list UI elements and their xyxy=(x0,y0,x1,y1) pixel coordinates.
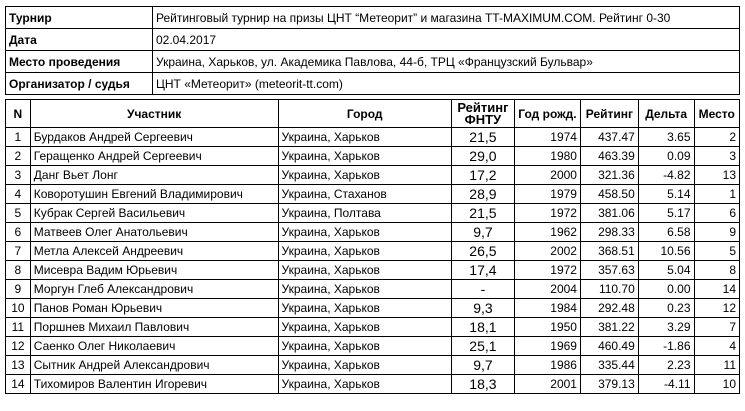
cell-player: Геращенко Андрей Сергеевич xyxy=(30,147,278,166)
cell-place: 4 xyxy=(694,337,740,356)
cell-delta: 3.29 xyxy=(638,318,694,337)
cell-birth-year: 1984 xyxy=(514,299,580,318)
cell-player: Поршнев Михаил Павлович xyxy=(30,318,278,337)
cell-rating-fntu: 26,5 xyxy=(451,242,514,261)
cell-place: 13 xyxy=(694,166,740,185)
table-row xyxy=(6,147,740,166)
col-header-birth-year: Год рожд. xyxy=(514,100,580,128)
cell-n: 1 xyxy=(6,128,31,147)
info-label: Организатор / судья xyxy=(6,73,153,95)
cell-city: Украина, Харьков xyxy=(278,261,451,280)
cell-place: 2 xyxy=(694,128,740,147)
cell-birth-year: 2002 xyxy=(514,242,580,261)
cell-birth-year: 1972 xyxy=(514,261,580,280)
cell-city: Украина, Харьков xyxy=(278,375,451,394)
col-header-rating-fntu-line1: Рейтинг xyxy=(457,99,509,115)
table-row xyxy=(6,128,740,147)
table-row xyxy=(6,318,740,337)
cell-n: 9 xyxy=(6,280,31,299)
cell-n: 4 xyxy=(6,185,31,204)
cell-city: Украина, Харьков xyxy=(278,356,451,375)
cell-city: Украина, Харьков xyxy=(278,318,451,337)
cell-player: Кубрак Сергей Васильевич xyxy=(30,204,278,223)
cell-n: 10 xyxy=(6,299,31,318)
cell-place: 5 xyxy=(694,242,740,261)
cell-rating-fntu: 9,7 xyxy=(451,356,514,375)
info-value: ЦНТ «Метеорит» (meteorit-tt.com) xyxy=(153,73,740,95)
cell-birth-year: 1974 xyxy=(514,128,580,147)
cell-rating: 335.44 xyxy=(580,356,638,375)
info-value: Рейтинговый турнир на призы ЦНТ “Метеорит” и магазина TT-MAXIMUM.COM. Рейтинг 0-30 xyxy=(153,7,740,29)
cell-city: Украина, Харьков xyxy=(278,166,451,185)
info-value: 02.04.2017 xyxy=(153,29,740,51)
cell-rating-fntu: 21,5 xyxy=(451,204,514,223)
cell-rating-fntu: 18,3 xyxy=(451,375,514,394)
cell-city: Украина, Харьков xyxy=(278,242,451,261)
cell-rating: 460.49 xyxy=(580,337,638,356)
info-row xyxy=(6,51,740,73)
cell-delta: 0.00 xyxy=(638,280,694,299)
table-row xyxy=(6,166,740,185)
cell-rating-fntu: 25,1 xyxy=(451,337,514,356)
cell-birth-year: 1950 xyxy=(514,318,580,337)
cell-delta: -1.86 xyxy=(638,337,694,356)
cell-place: 12 xyxy=(694,299,740,318)
table-row xyxy=(6,185,740,204)
cell-delta: 2.23 xyxy=(638,356,694,375)
cell-rating-fntu: - xyxy=(451,280,514,299)
col-header-place: Место xyxy=(694,100,740,128)
cell-n: 8 xyxy=(6,261,31,280)
cell-city: Украина, Харьков xyxy=(278,299,451,318)
cell-rating-fntu: 29,0 xyxy=(451,147,514,166)
info-row xyxy=(6,29,740,51)
col-header-rating: Рейтинг xyxy=(580,100,638,128)
cell-player: Моргун Глеб Александрович xyxy=(30,280,278,299)
col-header-player: Участник xyxy=(30,100,278,128)
cell-n: 11 xyxy=(6,318,31,337)
cell-place: 3 xyxy=(694,147,740,166)
cell-place: 7 xyxy=(694,318,740,337)
table-row xyxy=(6,280,740,299)
col-header-n: N xyxy=(6,100,31,128)
cell-delta: -4.82 xyxy=(638,166,694,185)
table-row xyxy=(6,299,740,318)
cell-n: 7 xyxy=(6,242,31,261)
cell-rating: 368.51 xyxy=(580,242,638,261)
col-header-city: Город xyxy=(278,100,451,128)
cell-n: 13 xyxy=(6,356,31,375)
info-label: Турнир xyxy=(6,7,153,29)
cell-delta: 5.17 xyxy=(638,204,694,223)
cell-birth-year: 1969 xyxy=(514,337,580,356)
cell-delta: 3.65 xyxy=(638,128,694,147)
cell-player: Панов Роман Юрьевич xyxy=(30,299,278,318)
table-row xyxy=(6,223,740,242)
results-body xyxy=(6,128,740,394)
cell-rating: 357.63 xyxy=(580,261,638,280)
table-row xyxy=(6,242,740,261)
table-row xyxy=(6,356,740,375)
cell-place: 1 xyxy=(694,185,740,204)
cell-player: Данг Вьет Лонг xyxy=(30,166,278,185)
cell-n: 14 xyxy=(6,375,31,394)
results-table xyxy=(5,99,740,394)
col-header-delta: Дельта xyxy=(638,100,694,128)
cell-city: Украина, Харьков xyxy=(278,280,451,299)
cell-place: 9 xyxy=(694,223,740,242)
cell-place: 11 xyxy=(694,356,740,375)
cell-city: Украина, Харьков xyxy=(278,147,451,166)
info-row xyxy=(6,7,740,29)
cell-delta: 5.14 xyxy=(638,185,694,204)
header-row xyxy=(6,100,740,128)
cell-rating: 292.48 xyxy=(580,299,638,318)
cell-rating-fntu: 9,3 xyxy=(451,299,514,318)
cell-delta: -4.11 xyxy=(638,375,694,394)
cell-player: Мисевра Вадим Юрьевич xyxy=(30,261,278,280)
table-row xyxy=(6,375,740,394)
cell-place: 14 xyxy=(694,280,740,299)
tournament-info-table xyxy=(5,6,740,95)
cell-delta: 6.58 xyxy=(638,223,694,242)
cell-delta: 5.04 xyxy=(638,261,694,280)
cell-birth-year: 2004 xyxy=(514,280,580,299)
cell-rating: 381.22 xyxy=(580,318,638,337)
cell-player: Матвеев Олег Анатольевич xyxy=(30,223,278,242)
table-row xyxy=(6,337,740,356)
cell-city: Украина, Стаханов xyxy=(278,185,451,204)
cell-rating: 463.39 xyxy=(580,147,638,166)
col-header-rating-fntu-line2: ФНТУ xyxy=(464,111,502,127)
table-row xyxy=(6,261,740,280)
cell-birth-year: 1980 xyxy=(514,147,580,166)
cell-n: 12 xyxy=(6,337,31,356)
cell-n: 5 xyxy=(6,204,31,223)
cell-rating: 321.36 xyxy=(580,166,638,185)
cell-place: 8 xyxy=(694,261,740,280)
info-value: Украина, Харьков, ул. Академика Павлова, 44-б, ТРЦ «Французский Бульвар» xyxy=(153,51,740,73)
tournament-info-body xyxy=(6,7,740,95)
info-label: Место проведения xyxy=(6,51,153,73)
info-label: Дата xyxy=(6,29,153,51)
cell-player: Саенко Олег Николаевич xyxy=(30,337,278,356)
cell-rating-fntu: 9,7 xyxy=(451,223,514,242)
results-header xyxy=(6,100,740,128)
cell-delta: 0.23 xyxy=(638,299,694,318)
cell-rating-fntu: 21,5 xyxy=(451,128,514,147)
cell-player: Сытник Андрей Александрович xyxy=(30,356,278,375)
cell-rating-fntu: 17,2 xyxy=(451,166,514,185)
cell-rating-fntu: 17,4 xyxy=(451,261,514,280)
cell-place: 10 xyxy=(694,375,740,394)
cell-birth-year: 2000 xyxy=(514,166,580,185)
cell-birth-year: 1962 xyxy=(514,223,580,242)
cell-rating: 110.70 xyxy=(580,280,638,299)
cell-player: Бурдаков Андрей Сергеевич xyxy=(30,128,278,147)
cell-rating: 379.13 xyxy=(580,375,638,394)
cell-birth-year: 1986 xyxy=(514,356,580,375)
cell-n: 3 xyxy=(6,166,31,185)
info-row xyxy=(6,73,740,95)
cell-player: Коворотушин Евгений Владимирович xyxy=(30,185,278,204)
cell-place: 6 xyxy=(694,204,740,223)
cell-rating: 298.33 xyxy=(580,223,638,242)
cell-city: Украина, Харьков xyxy=(278,223,451,242)
cell-delta: 10.56 xyxy=(638,242,694,261)
table-row xyxy=(6,204,740,223)
cell-city: Украина, Харьков xyxy=(278,337,451,356)
cell-rating-fntu: 18,1 xyxy=(451,318,514,337)
cell-birth-year: 1972 xyxy=(514,204,580,223)
cell-birth-year: 2001 xyxy=(514,375,580,394)
cell-player: Тихомиров Валентин Игоревич xyxy=(30,375,278,394)
cell-rating: 381.06 xyxy=(580,204,638,223)
cell-birth-year: 1979 xyxy=(514,185,580,204)
cell-n: 6 xyxy=(6,223,31,242)
cell-city: Украина, Харьков xyxy=(278,128,451,147)
cell-rating-fntu: 28,9 xyxy=(451,185,514,204)
cell-rating: 458.50 xyxy=(580,185,638,204)
cell-rating: 437.47 xyxy=(580,128,638,147)
cell-city: Украина, Полтава xyxy=(278,204,451,223)
cell-n: 2 xyxy=(6,147,31,166)
cell-player: Метла Алексей Андреевич xyxy=(30,242,278,261)
cell-delta: 0.09 xyxy=(638,147,694,166)
col-header-rating-fntu xyxy=(451,100,514,128)
